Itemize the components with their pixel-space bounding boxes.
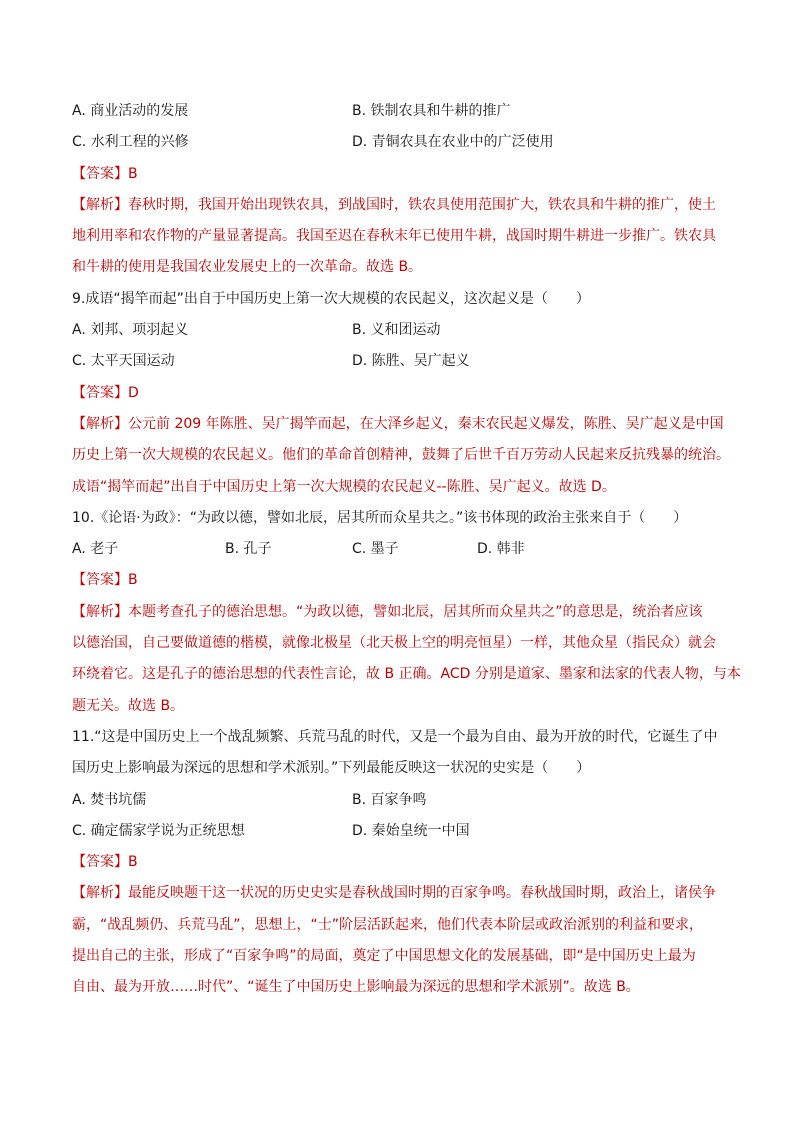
q9-answer xyxy=(72,378,728,409)
q10-option-c: C. 墨子 xyxy=(352,541,399,558)
q10-analysis-line-2: 以德治国，自己要做道德的楷模，就像北极星（北天极上空的明亮恒星）一样，其他众星（指民众）就会 xyxy=(72,635,716,652)
q11-options-row-1 xyxy=(72,785,728,816)
q10-answer-value: B xyxy=(128,572,138,589)
q9-option-d: D. 陈胜、吴广起义 xyxy=(352,353,470,370)
q8-analysis-line-2: 地利用率和农作物的产量显著提高。我国至迟在春秋末年已使用牛耕，战国时期牛耕进一步推广。铁农具 xyxy=(72,228,716,245)
q8-answer xyxy=(72,159,728,190)
q8-answer-value: B xyxy=(128,165,138,182)
q10-question: 10.《论语·为政》：“为政以德，譬如北辰，居其所而众星共之。”该书体现的政治主张来自于（ ） xyxy=(72,509,688,526)
q8-option-c: C. 水利工程的兴修 xyxy=(72,134,189,151)
q9-question: 9.成语“揭竿而起”出自于中国历史上第一次大规模的农民起义，这次起义是（ ） xyxy=(72,290,590,307)
q11-option-b: B. 百家争鸣 xyxy=(352,791,427,808)
q8-answer-tag: 【答案】 xyxy=(72,165,128,182)
q10-answer xyxy=(72,565,728,596)
q8-options-row-2 xyxy=(72,127,728,158)
q8-option-b: B. 铁制农具和牛耕的推广 xyxy=(352,103,511,119)
q11-analysis-line-2: 霸，“战乱频仍、兵荒马乱”，思想上，“士”阶层活跃起来，他们代表本阶层或政治派别的利益和要求， xyxy=(72,916,704,933)
q11-option-a: A. 焚书坑儒 xyxy=(72,791,147,808)
q8-analysis-text: 春秋时期，我国开始出现铁农具，到战国时，铁农具使用范围扩大，铁农具和牛耕的推广，使土 xyxy=(128,196,716,213)
q9-analysis-line-3: 成语“揭竿而起”出自于中国历史上第一次大规模的农民起义--陈胜、吴广起义。故选 D。 xyxy=(72,478,616,495)
q11-analysis-tag: 【解析】 xyxy=(72,885,128,902)
q10-option-b: B. 孔子 xyxy=(225,541,272,558)
q9-analysis-tag: 【解析】 xyxy=(72,415,128,432)
q9-option-b: B. 义和团运动 xyxy=(352,322,441,339)
q9-options-row-1 xyxy=(72,315,728,346)
q8-options-row-1 xyxy=(72,96,728,127)
q11-answer xyxy=(72,847,728,878)
q10-analysis-text: 本题考查孔子的德治思想。“为政以德，譬如北辰，居其所而众星共之”的意思是，统治者应该 xyxy=(128,603,703,620)
q8-option-d: D. 青铜农具在农业中的广泛使用 xyxy=(352,134,554,151)
q8-analysis-line-3: 和牛耕的使用是我国农业发展史上的一次革命。故选 B。 xyxy=(72,259,423,276)
q11-analysis-line-1 xyxy=(72,878,728,909)
q10-answer-tag: 【答案】 xyxy=(72,572,128,589)
q10-analysis-line-1 xyxy=(72,597,728,628)
q11-option-c: C. 确定儒家学说为正统思想 xyxy=(72,822,245,839)
q10-analysis-line-3: 环绕着它。这是孔子的德治思想的代表性言论，故 B 正确。ACD 分别是道家、墨家和法家的代表人物，与本 xyxy=(72,666,741,683)
q11-answer-tag: 【答案】 xyxy=(72,854,128,871)
q11-question-line-2: 国历史上影响最为深远的思想和学术派别。”下列最能反映这一状况的史实是（ ） xyxy=(72,760,591,777)
q11-analysis-line-4: 自由、最为开放……时代”、“诞生了中国历史上影响最为深远的思想和学术派别”。故选 B。 xyxy=(72,979,640,996)
q8-analysis-tag: 【解析】 xyxy=(72,196,128,213)
q9-analysis-line-2: 历史上第一次大规模的农民起义。他们的革命首创精神，鼓舞了后世千百万劳动人民起来反抗残暴的统治。 xyxy=(72,447,730,464)
q9-options-row-2 xyxy=(72,346,728,377)
q8-option-a: A. 商业活动的发展 xyxy=(72,103,189,119)
document-page xyxy=(72,96,741,1004)
q11-options-row-2 xyxy=(72,816,728,847)
q10-analysis-line-4: 题无关。故选 B。 xyxy=(72,697,185,714)
q9-answer-tag: 【答案】 xyxy=(72,384,128,401)
q10-option-d: D. 韩非 xyxy=(477,541,525,558)
q11-analysis-text: 最能反映题干这一状况的历史史实是春秋战国时期的百家争鸣。春秋战国时期，政治上，诸侯争 xyxy=(128,885,716,902)
q9-analysis-line-1 xyxy=(72,409,728,440)
q11-question-line-1: 11.“这是中国历史上一个战乱频繁、兵荒马乱的时代，又是一个最为自由、最为开放的时代，它诞生了中 xyxy=(72,728,718,745)
q10-option-a: A. 老子 xyxy=(72,541,119,558)
q9-option-c: C. 太平天国运动 xyxy=(72,353,175,370)
q10-analysis-tag: 【解析】 xyxy=(72,603,128,620)
q9-option-a: A. 刘邦、项羽起义 xyxy=(72,322,189,339)
q10-options-row xyxy=(72,534,728,565)
q11-option-d: D. 秦始皇统一中国 xyxy=(352,822,470,839)
q9-answer-value: D xyxy=(128,384,139,401)
q9-analysis-text: 公元前 209 年陈胜、吴广揭竿而起，在大泽乡起义，秦末农民起义爆发，陈胜、吴广起义是中国 xyxy=(128,415,724,432)
q11-answer-value: B xyxy=(128,854,138,871)
q8-analysis-line-1 xyxy=(72,190,728,221)
q11-analysis-line-3: 提出自己的主张，形成了“百家争鸣”的局面，奠定了中国思想文化的发展基础，即“是中国历史上最为 xyxy=(72,948,696,965)
